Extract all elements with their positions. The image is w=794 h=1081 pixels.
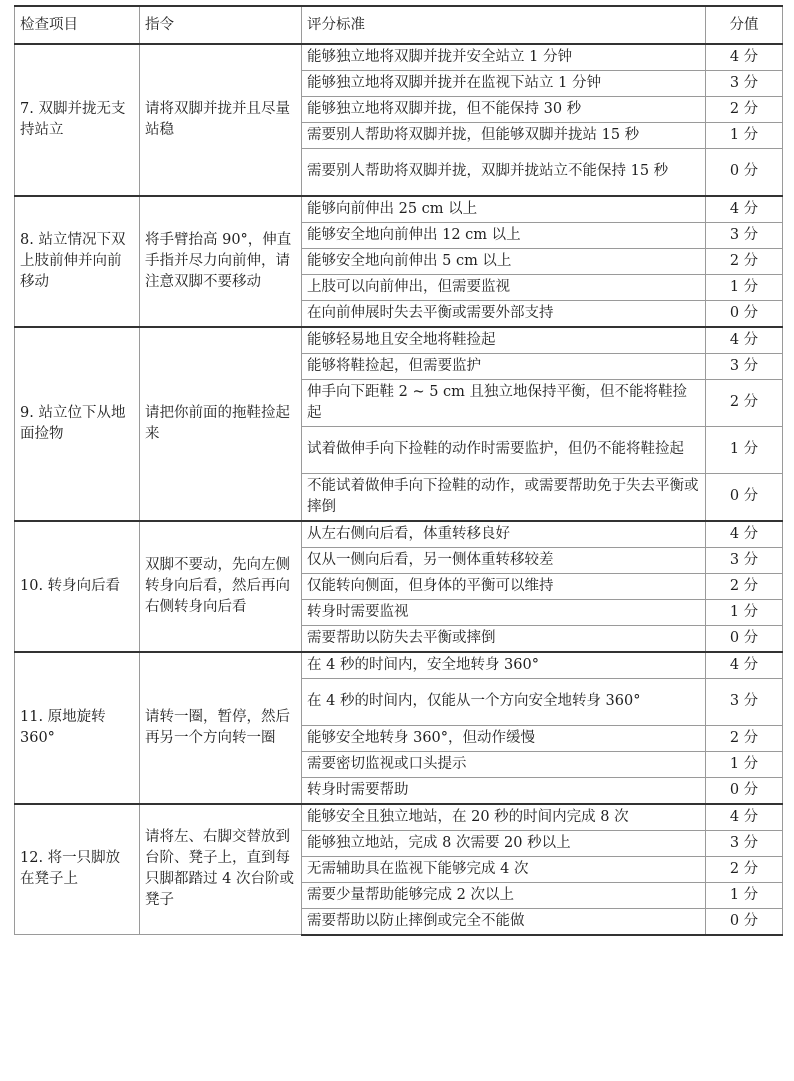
criteria-cell: 伸手向下距鞋 2 ~ 5 cm 且独立地保持平衡，但不能将鞋捡起 xyxy=(302,379,706,426)
score-cell: 2 分 xyxy=(706,379,783,426)
check-item-cell: 7. 双脚并拢无支持站立 xyxy=(15,44,140,196)
criteria-cell: 能够独立地将双脚并拢，但不能保持 30 秒 xyxy=(302,97,706,123)
score-cell: 4 分 xyxy=(706,652,783,679)
score-cell: 1 分 xyxy=(706,599,783,625)
criteria-cell: 能够将鞋捡起，但需要监护 xyxy=(302,353,706,379)
score-cell: 3 分 xyxy=(706,71,783,97)
score-cell: 0 分 xyxy=(706,149,783,196)
table-row xyxy=(15,44,783,71)
score-cell: 3 分 xyxy=(706,830,783,856)
header-score: 分值 xyxy=(706,6,783,44)
criteria-cell: 能够轻易地且安全地将鞋捡起 xyxy=(302,327,706,354)
score-cell: 1 分 xyxy=(706,123,783,149)
criteria-cell: 能够向前伸出 25 cm 以上 xyxy=(302,196,706,223)
criteria-cell: 需要帮助以防止摔倒或完全不能做 xyxy=(302,908,706,935)
criteria-cell: 需要别人帮助将双脚并拢，但能够双脚并拢站 15 秒 xyxy=(302,123,706,149)
criteria-cell: 仅能转向侧面，但身体的平衡可以维持 xyxy=(302,573,706,599)
criteria-cell: 能够独立地站，完成 8 次需要 20 秒以上 xyxy=(302,830,706,856)
instruction-cell: 请将双脚并拢并且尽量站稳 xyxy=(140,44,302,196)
score-cell: 3 分 xyxy=(706,353,783,379)
table-row xyxy=(15,196,783,223)
score-cell: 4 分 xyxy=(706,804,783,831)
criteria-cell: 能够独立地将双脚并拢并在监视下站立 1 分钟 xyxy=(302,71,706,97)
criteria-cell: 能够安全地向前伸出 12 cm 以上 xyxy=(302,222,706,248)
criteria-cell: 上肢可以向前伸出，但需要监视 xyxy=(302,274,706,300)
table-row xyxy=(15,804,783,831)
instruction-cell: 请把你前面的拖鞋捡起来 xyxy=(140,327,302,521)
table-row xyxy=(15,521,783,548)
criteria-cell: 能够独立地将双脚并拢并安全站立 1 分钟 xyxy=(302,44,706,71)
score-cell: 4 分 xyxy=(706,521,783,548)
table-row xyxy=(15,652,783,679)
instruction-cell: 请将左、右脚交替放到台阶、凳子上，直到每只脚都踏过 4 次台阶或凳子 xyxy=(140,804,302,935)
criteria-cell: 能够安全且独立地站，在 20 秒的时间内完成 8 次 xyxy=(302,804,706,831)
criteria-cell: 需要别人帮助将双脚并拢，双脚并拢站立不能保持 15 秒 xyxy=(302,149,706,196)
criteria-cell: 需要少量帮助能够完成 2 次以上 xyxy=(302,882,706,908)
score-cell: 2 分 xyxy=(706,573,783,599)
score-cell: 2 分 xyxy=(706,725,783,751)
score-cell: 2 分 xyxy=(706,856,783,882)
criteria-cell: 需要帮助以防失去平衡或摔倒 xyxy=(302,625,706,652)
table-header-row xyxy=(15,6,783,44)
criteria-cell: 从左右侧向后看，体重转移良好 xyxy=(302,521,706,548)
score-cell: 2 分 xyxy=(706,97,783,123)
score-cell: 4 分 xyxy=(706,327,783,354)
score-cell: 2 分 xyxy=(706,248,783,274)
score-cell: 0 分 xyxy=(706,300,783,327)
score-cell: 0 分 xyxy=(706,473,783,521)
criteria-cell: 需要密切监视或口头提示 xyxy=(302,751,706,777)
instruction-cell: 请转一圈，暂停，然后再另一个方向转一圈 xyxy=(140,652,302,804)
score-cell: 4 分 xyxy=(706,196,783,223)
criteria-cell: 在 4 秒的时间内，仅能从一个方向安全地转身 360° xyxy=(302,678,706,725)
table-body xyxy=(15,44,783,935)
criteria-cell: 试着做伸手向下捡鞋的动作时需要监护，但仍不能将鞋捡起 xyxy=(302,426,706,473)
criteria-cell: 能够安全地向前伸出 5 cm 以上 xyxy=(302,248,706,274)
check-item-cell: 9. 站立位下从地面捡物 xyxy=(15,327,140,521)
criteria-cell: 在 4 秒的时间内，安全地转身 360° xyxy=(302,652,706,679)
score-cell: 3 分 xyxy=(706,547,783,573)
score-cell: 3 分 xyxy=(706,678,783,725)
check-item-cell: 11. 原地旋转 360° xyxy=(15,652,140,804)
score-cell: 1 分 xyxy=(706,426,783,473)
assessment-table xyxy=(14,5,783,936)
score-cell: 4 分 xyxy=(706,44,783,71)
score-cell: 1 分 xyxy=(706,751,783,777)
score-cell: 1 分 xyxy=(706,274,783,300)
score-cell: 3 分 xyxy=(706,222,783,248)
instruction-cell: 双脚不要动，先向左侧转身向后看，然后再向右侧转身向后看 xyxy=(140,521,302,652)
criteria-cell: 能够安全地转身 360°，但动作缓慢 xyxy=(302,725,706,751)
criteria-cell: 不能试着做伸手向下捡鞋的动作，或需要帮助免于失去平衡或摔倒 xyxy=(302,473,706,521)
check-item-cell: 12. 将一只脚放在凳子上 xyxy=(15,804,140,935)
criteria-cell: 转身时需要监视 xyxy=(302,599,706,625)
score-cell: 0 分 xyxy=(706,908,783,935)
criteria-cell: 无需辅助具在监视下能够完成 4 次 xyxy=(302,856,706,882)
header-instruction: 指令 xyxy=(140,6,302,44)
criteria-cell: 仅从一侧向后看，另一侧体重转移较差 xyxy=(302,547,706,573)
header-criteria: 评分标准 xyxy=(302,6,706,44)
score-cell: 1 分 xyxy=(706,882,783,908)
header-item: 检查项目 xyxy=(15,6,140,44)
check-item-cell: 8. 站立情况下双上肢前伸并向前移动 xyxy=(15,196,140,327)
criteria-cell: 在向前伸展时失去平衡或需要外部支持 xyxy=(302,300,706,327)
instruction-cell: 将手臂抬高 90°，伸直手指并尽力向前伸，请注意双脚不要移动 xyxy=(140,196,302,327)
check-item-cell: 10. 转身向后看 xyxy=(15,521,140,652)
score-cell: 0 分 xyxy=(706,625,783,652)
score-cell: 0 分 xyxy=(706,777,783,804)
table-row xyxy=(15,327,783,354)
criteria-cell: 转身时需要帮助 xyxy=(302,777,706,804)
